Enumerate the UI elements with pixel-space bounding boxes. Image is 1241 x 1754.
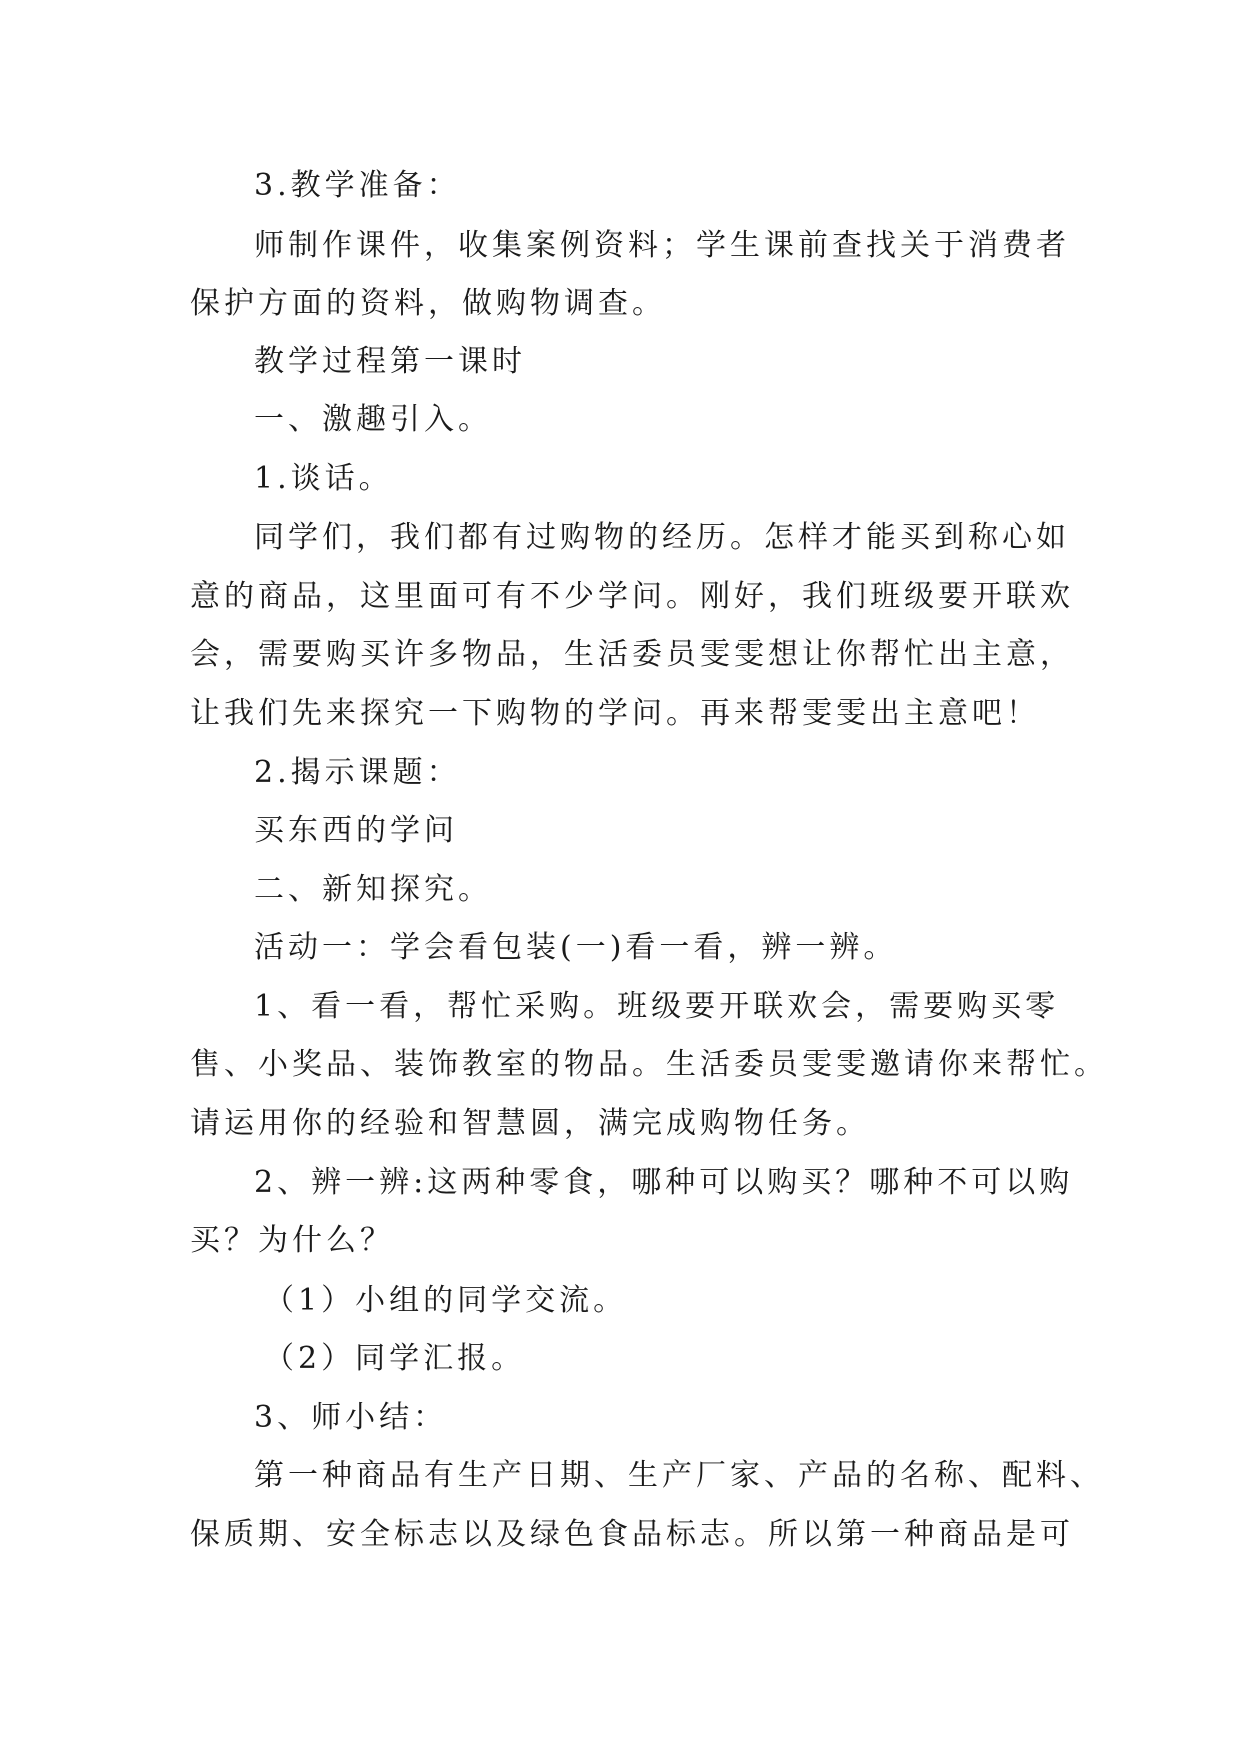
- paragraph-line: 1、看一看，帮忙采购。班级要开联欢会，需要购买零: [254, 989, 1060, 1024]
- paragraph-line: 二、新知探究。: [254, 872, 492, 907]
- paragraph-line: 第一种商品有生产日期、生产厂家、产品的名称、配料、: [254, 1458, 1104, 1493]
- paragraph-line: 1.谈话。: [254, 461, 393, 496]
- paragraph-line: 教学过程第一课时: [254, 344, 526, 379]
- paragraph-line: 同学们，我们都有过购物的经历。怎样才能买到称心如: [254, 520, 1070, 555]
- paragraph-line: 买东西的学问: [254, 813, 458, 848]
- paragraph-line: 买？为什么？: [190, 1223, 394, 1258]
- paragraph-line: 2.揭示课题：: [254, 755, 461, 790]
- paragraph-line: 会，需要购买许多物品，生活委员雯雯想让你帮忙出主意，: [190, 637, 1074, 672]
- paragraph-line: 请运用你的经验和智慧圆，满完成购物任务。: [190, 1106, 870, 1141]
- paragraph-line: 一、激趣引入。: [254, 402, 492, 437]
- paragraph-line: （2）同学汇报。: [264, 1341, 526, 1376]
- paragraph-line: 2、辨一辨:这两种零食，哪种可以购买？哪种不可以购: [254, 1165, 1074, 1200]
- paragraph-line: 保质期、安全标志以及绿色食品标志。所以第一种商品是可: [190, 1517, 1074, 1552]
- paragraph-line: 师制作课件，收集案例资料；学生课前查找关于消费者: [254, 228, 1070, 263]
- paragraph-line: 售、小奖品、装饰教室的物品。生活委员雯雯邀请你来帮忙。: [190, 1047, 1108, 1082]
- paragraph-line: 3.教学准备：: [254, 168, 461, 203]
- paragraph-line: 保护方面的资料，做购物调查。: [190, 286, 666, 321]
- paragraph-line: 意的商品，这里面可有不少学问。刚好，我们班级要开联欢: [190, 579, 1074, 614]
- paragraph-line: （1）小组的同学交流。: [264, 1283, 628, 1318]
- paragraph-line: 活动一：学会看包装(一)看一看，辨一辨。: [254, 930, 898, 965]
- paragraph-line: 让我们先来探究一下购物的学问。再来帮雯雯出主意吧！: [190, 696, 1040, 731]
- paragraph-line: 3、师小结：: [254, 1400, 448, 1435]
